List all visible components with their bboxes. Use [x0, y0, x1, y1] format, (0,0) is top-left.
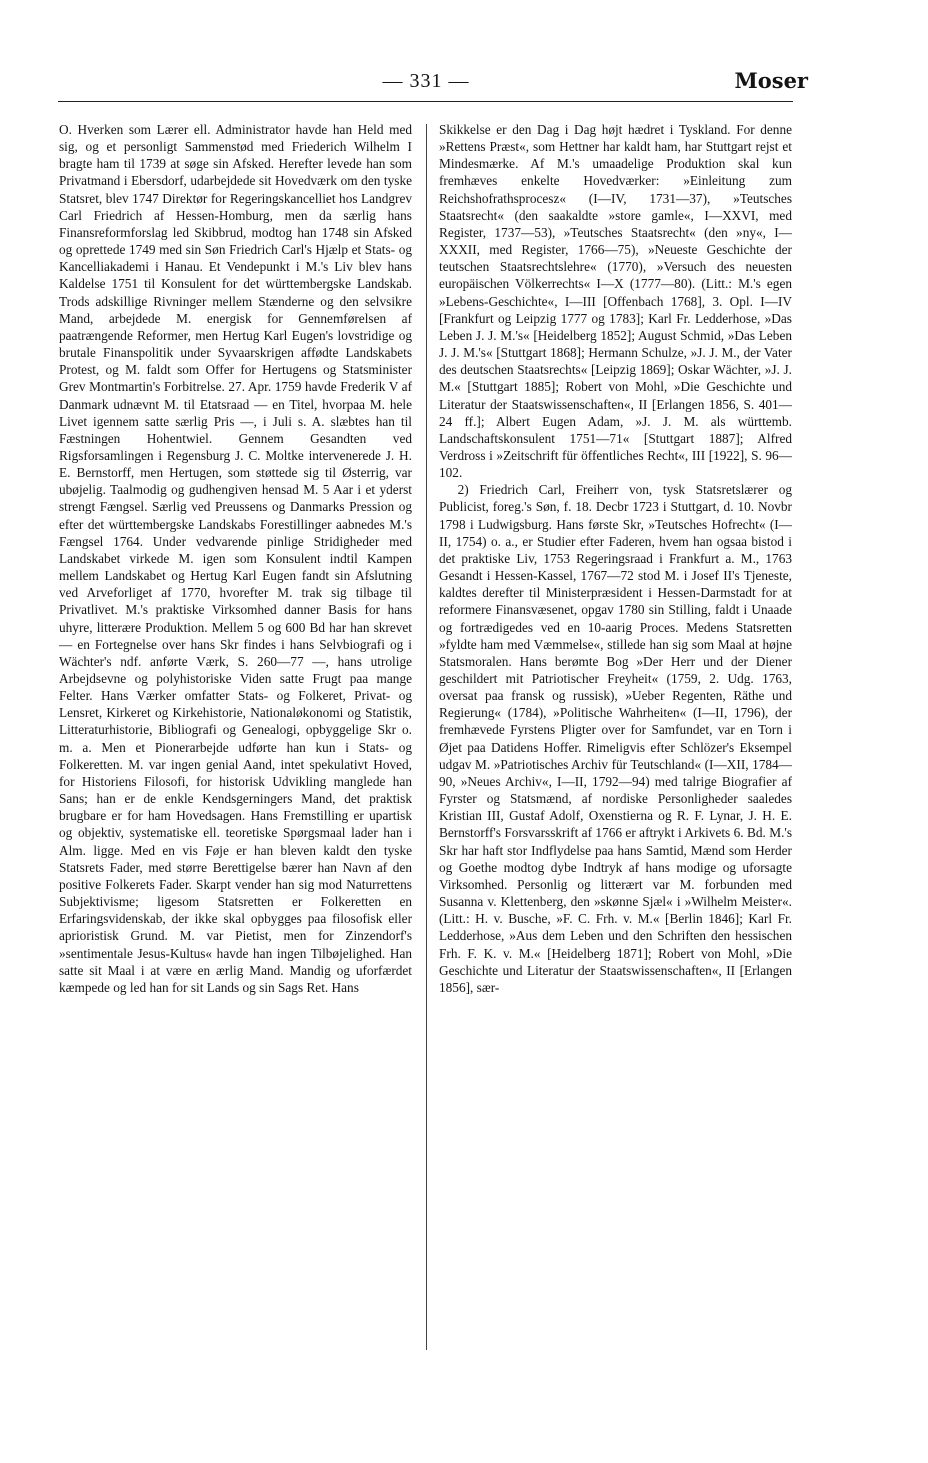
left-column: [59, 121, 412, 1353]
right-column: [439, 121, 792, 1353]
header-rule: [58, 101, 793, 102]
left-column-text: O. Hverken som Lærer ell. Administrator havde han Held med sig, og et personligt Sammenstød med Friederich Wilhelm I bragte ham til 1739 at søge sin Afsked. Herefter levede han som Privatmand i Ebersdorf, udarbejdede sit Hovedværk om den tyske Statsret, blev 1747 Direktør for Regeringskancelliet hos Landgrev Carl Friedrich af Hessen-Homburg, men da særlig hans Finansreformforslag led Skibbrud, modtog han 1748 sin Afsked og oprettede 1749 med sin Søn Friedrich Carl's Hjælp et Stats- og Kancelliakademi i Hanau. Et Vendepunkt i M.'s Liv blev hans Kaldelse 1751 til Konsulent for det württembergske Landskab. Trods adskillige Rivninger mellem Stænderne og den selvsikre Mand, arbejdede M. energisk for Gennemførelsen af paatrængende Reformer, men Hertug Karl Eugen's lovstridige og brutale Finanspolitik under Syvaarskrigen affødte Landskabets Protest, og M. faldt som Offer for Hertugens og Statsminister Grev Montmartin's Forbitrelse. 27. Apr. 1759 havde Frederik V af Danmark udnævnt M. til Etatsraad — en Titel, hvorpaa M. hele Livet igennem satte særlig Pris —, i Juli s. A. slæbtes han til Fæstningen Hohentwiel. Gennem Gesandten ved Rigsforsamlingen i Regensburg J. C. Moltke intervenerede J. H. E. Bernstorff, men Hertugen, som støttede sig til Østerrig, var ubøjelig. Taalmodig og gudhengiven hensad M. 5 Aar i et yderst strengt Fængsel. Særlig ved Preussens og Danmarks Pression og efter det württembergske Landskabs Forestillinger aabnedes M.'s Fængsel 1764. Under vedvarende pinlige Stridigheder med Landskabet virkede M. igen som Konsulent indtil Kampen mellem Landskabet og Hertug Karl Eugen fandt sin Afslutning ved Arveforliget af 1770, hvorefter M. trak sig tilbage til Privatlivet. M.'s praktiske Virksomhed danner Basis for hans uhyre, litterære Produktion. Mellem 5 og 600 Bd har han skrevet — en Fortegnelse over hans Skr findes i hans Selvbiografi og i Wächter's ndf. anførte Værk, S. 260—77 —, hans utrolige Arbejdsevne og polyhistoriske Viden satte Frugt paa mange Felter. Hans Værker omfatter Stats- og Folkeret, Privat- og Lensret, Kirkeret og Kirkehistorie, Nationaløkonomi og Statistik, Litteraturhistorie, Bibliografi og Genealogi, opbyggelige Skr o. m. a. Men et Pionerarbejde udførte han kun i Stats- og Folkeretten. M. var ingen genial Aand, intet spekulativt Hoved, for Historiens Filosofi, for historisk Udvikling manglede han Sans; han er de enkle Kendsgerningers Mand, det praktisk brugbare er for ham Hovedsagen. Hans Fremstilling er upartisk og objektiv, systematiske ell. teoretiske Spørgsmaal lader han i Alm. ligge. Med en vis Føje er han bleven kaldt den tyske Statsrets Fader, med større Berettigelse bærer han Navn af den positive Folkerets Fader. Skarpt vender han sig mod Naturrettens Subjektivisme; ligesom Statsretten er Folkeretten en Erfaringsvidenskab, der ikke skal opbygges paa filosofisk eller aprioristisk Grund. M. var Pietist, men for Zinzendorf's »sentimentale Jesus-Kultus« havde han ingen Tilbøjelighed. Han satte sit Maal i at være en ærlig Mand. Mandig og uforfærdet kæmpede og led han for sit Lands og sin Sags Ret. Hans: [59, 122, 412, 995]
right-column-paragraph-2: 2) Friedrich Carl, Freiherr von, tysk Statsretslærer og Publicist, foreg.'s Søn, f. 18. Decbr 1723 i Stuttgart, d. 10. Novbr 1798 i Ludwigsburg. Hans første Skr, »Teutsches Hofrecht« (I—II, 1754) o. a., er Studier efter Faderen, hvem han ogsaa bistod i det praktiske Liv, 1753 Regeringsraad i Frankfurt a. M., 1763 Gesandt i Hessen-Kassel, 1767—72 stod M. i Josef II's Tjeneste, kaldtes derefter til Ministerpræsident i Hessen-Darmstadt for at reformere Finansvæsenet, opgav 1780 sin Stilling, faldt i Unaade og fortrædigedes ved en 10-aarig Proces. Medens Statsretten »fyldte ham med Væmmelse«, stillede han sig som Maal at højne Statsmoralen. Hans berømte Bog »Der Herr und der Diener geschildert mit Patriotischer Freyheit« (1759, 2. Udg. 1763, oversat paa fransk og russisk), »Ueber Regenten, Räthe und Regierung« (1784), »Politische Wahrheiten« (I—II, 1796), der fremhævede Fyrstens Pligter over for Samfundet, var en Torn i Øjet paa Datidens Hoffer. Rimeligvis efter Schlözer's Eksempel udgav M. »Patriotisches Archiv für Teutschland« (I—XII, 1784—90, »Neues Archiv«, I—II, 1792—94) med talrige Biografier af Fyrster og Statsmænd, af nordiske Personligheder saaledes Kristian III, Gustaf Adolf, Oxenstierna og R. F. Lynar, J. H. E. Bernstorff's Forsvarsskrift af 1766 er aftrykt i Arkivets 6. Bd. M.'s Skr har haft stor Indflydelse paa hans Samtid, Mænd som Herder og Goethe modtog dybe Indtryk af hans modige og uforsagte Virksomhed. Personlig og litterært var M. forbunden med Susanna v. Klettenberg, den »skønne Sjæl« i »Wilhelm Meister«. (Litt.: H. v. Busche, »F. C. Frh. v. M.« [Berlin 1846]; Karl Fr. Ledderhose, »Aus dem Leben und den Schriften den hessischen Frh. F. K. v. M.« [Heidelberg 1871]; Robert von Mohl, »Die Geschichte und Literatur der Staatswissenschaften«, II [Erlangen 1856], sær-: [439, 482, 792, 995]
right-column-paragraph-1: Skikkelse er den Dag i Dag højt hædret i Tyskland. For denne »Rettens Præst«, som Hettner har kaldt ham, har Stuttgart rejst et Mindesmærke. Af M.'s umaadelige Produktion skal kun fremhæves enkelte Hovedværker: »Einleitung zum Reichshofrathsprocesz« (I—IV, 1731—37), »Teutsches Staatsrecht« (den saakaldte »store gamle«, I—XXVI, med Register, 1737—53), »Teutsches Staatsrecht« (den »ny«, I—XXXII, med Register, 1766—75), »Neueste Geschichte der teutschen Staatsrechtslehre« (1770), »Versuch des neuesten europäischen Völkerrechts« I—X (1777—80). (Litt.: M.'s egen »Lebens-Geschichte«, I—III [Offenbach 1768], 3. Opl. I—IV [Frankfurt og Leipzig 1777 og 1783]; Karl Fr. Ledderhose, »Das Leben J. J. M.'s« [Heidelberg 1852]; August Schmid, »Das Leben J. J. M.'s« [Stuttgart 1868]; Hermann Schulze, »J. J. M., der Vater des deutschen Staatsrechts« [Leipzig 1869]; Oskar Wächter, »J. J. M.« [Stuttgart 1885]; Robert von Mohl, »Die Geschichte und Literatur der Staatswissenschaften«, II [Erlangen 1856, S. 401—24 ff.]; Albert Eugen Adam, »J. J. M. als württemb. Landschaftskonsulent 1751—71« [Stuttgart 1887]; Alfred Verdross i »Zeitschrift für öffentliches Recht«, III [1922], S. 96—102.: [439, 122, 792, 481]
page-number: — 331 —: [382, 70, 470, 92]
column-divider: [426, 124, 427, 1350]
page-header: [60, 60, 808, 100]
running-head: Moser: [734, 68, 808, 93]
